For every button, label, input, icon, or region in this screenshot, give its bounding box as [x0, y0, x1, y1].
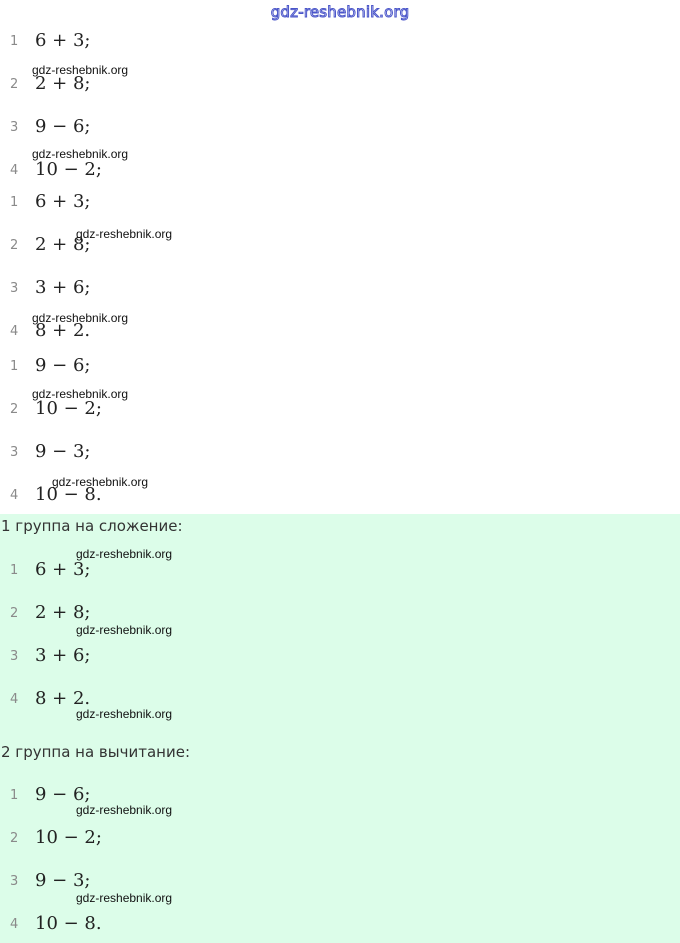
expression: 3 + 6; — [35, 277, 91, 298]
item-number: 1 — [10, 563, 19, 578]
expression: 10 − 8. — [35, 913, 102, 934]
expression: 9 − 3; — [35, 870, 91, 891]
list-item — [0, 645, 300, 671]
expression: 6 + 3; — [35, 559, 91, 580]
item-number: 2 — [10, 606, 19, 621]
item-number: 3 — [10, 649, 19, 664]
list-item — [0, 559, 300, 585]
expression: 3 + 6; — [35, 645, 91, 666]
group-title-addition: 1 группа на сложение: — [1, 517, 183, 535]
list-item — [0, 30, 300, 56]
list-item — [0, 398, 300, 424]
list-item — [0, 827, 300, 853]
watermark: gdz-reshebnik.org — [76, 227, 173, 241]
expression: 10 − 2; — [35, 398, 102, 419]
watermark: gdz-reshebnik.org — [76, 547, 173, 561]
item-number: 3 — [10, 874, 19, 889]
expression: 10 − 8. — [35, 484, 102, 505]
list-item — [0, 913, 300, 939]
watermark: gdz-reshebnik.org — [52, 475, 149, 489]
expression: 2 + 8; — [35, 73, 91, 94]
watermark: gdz-reshebnik.org — [32, 63, 129, 77]
item-number: 2 — [10, 238, 19, 253]
watermark: gdz-reshebnik.org — [32, 311, 129, 325]
watermark: gdz-reshebnik.org — [32, 147, 129, 161]
watermark: gdz-reshebnik.org — [76, 891, 173, 905]
watermark: gdz-reshebnik.org — [32, 387, 129, 401]
item-number: 1 — [10, 34, 19, 49]
expression: 8 + 2. — [35, 688, 91, 709]
list-item — [0, 441, 300, 467]
expression: 9 − 6; — [35, 355, 91, 376]
item-number: 4 — [10, 163, 19, 178]
list-item — [0, 116, 300, 142]
list-item — [0, 191, 300, 217]
site-header: gdz-reshebnik.org — [270, 3, 410, 21]
expression: 10 − 2; — [35, 159, 102, 180]
expression: 9 − 6; — [35, 116, 91, 137]
item-number: 4 — [10, 692, 19, 707]
group-title-subtraction: 2 группа на вычитание: — [1, 743, 190, 761]
item-number: 1 — [10, 788, 19, 803]
item-number: 4 — [10, 324, 19, 339]
expression: 2 + 8; — [35, 234, 91, 255]
watermark: gdz-reshebnik.org — [76, 803, 173, 817]
item-number: 2 — [10, 831, 19, 846]
item-number: 1 — [10, 359, 19, 374]
expression: 9 − 3; — [35, 441, 91, 462]
expression: 6 + 3; — [35, 191, 91, 212]
expression: 2 + 8; — [35, 602, 91, 623]
expression: 8 + 2. — [35, 320, 91, 341]
list-item — [0, 355, 300, 381]
watermark: gdz-reshebnik.org — [76, 623, 173, 637]
item-number: 1 — [10, 195, 19, 210]
list-item — [0, 484, 300, 510]
item-number: 3 — [10, 120, 19, 135]
expression: 6 + 3; — [35, 30, 91, 51]
list-item — [0, 277, 300, 303]
expression: 9 − 6; — [35, 784, 91, 805]
item-number: 3 — [10, 445, 19, 460]
expression: 10 − 2; — [35, 827, 102, 848]
watermark: gdz-reshebnik.org — [76, 707, 173, 721]
item-number: 4 — [10, 488, 19, 503]
list-item — [0, 159, 300, 185]
item-number: 2 — [10, 77, 19, 92]
item-number: 4 — [10, 917, 19, 932]
item-number: 3 — [10, 281, 19, 296]
item-number: 2 — [10, 402, 19, 417]
